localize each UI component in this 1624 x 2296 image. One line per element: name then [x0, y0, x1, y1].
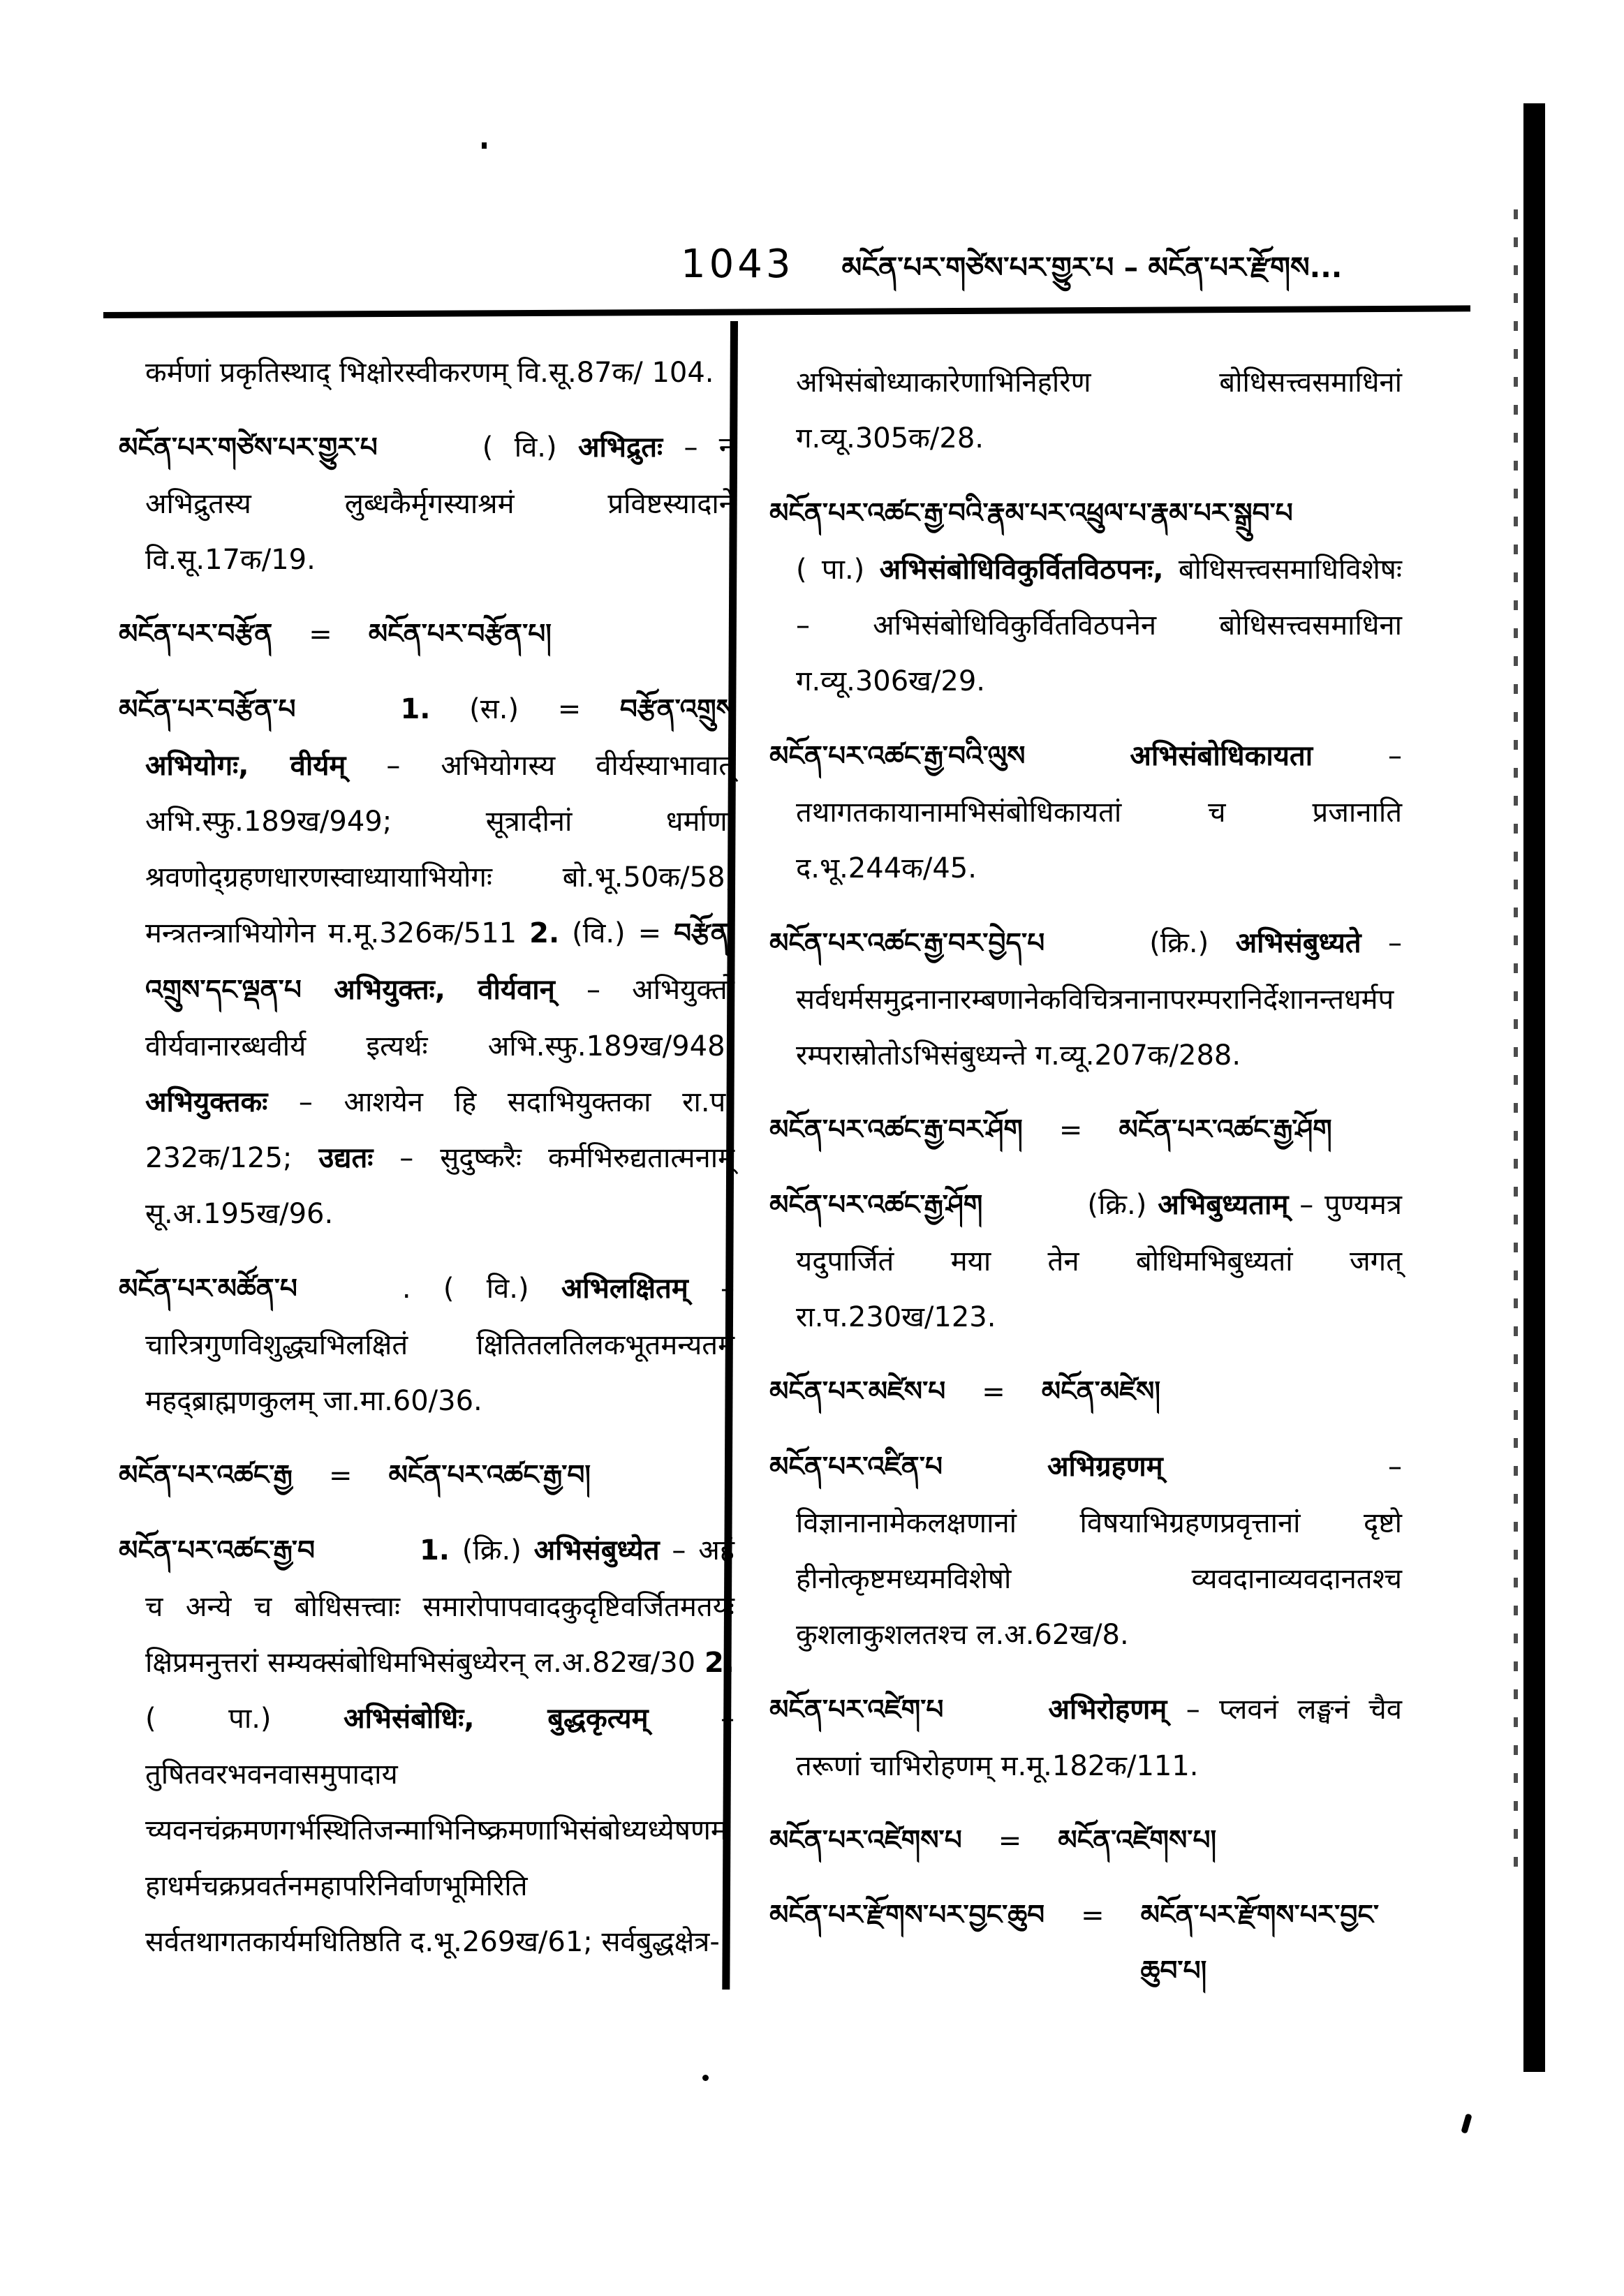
page-header: [681, 236, 1342, 316]
sense-number: 2.: [529, 917, 560, 949]
sanskrit-term: अभिसंबोधिः, बुद्धकृत्यम्: [344, 1703, 649, 1735]
tibetan-headword: མངོན་པར་བརྩོན་པ: [119, 694, 296, 725]
tibetan-headword: མངོན་པར་འཚང་རྒྱ་བར་བྱེད་པ: [769, 928, 1045, 959]
spacer: [1044, 951, 1149, 952]
sanskrit-term: अभिलक्षितम्: [561, 1273, 688, 1305]
grammar-tag: (स.): [430, 693, 558, 725]
definition-text: – तुषितवरभवनवासमुपादाय च्यवनचंक्रमणगर्भस्थितिजन्माभिनिष्क्रमणाभिसंबोध्यध्येषणमहाधर्मचक्रप्रवर्तनमहापरिनिर्वाणभूमिरिति सर्वतथागतकार्यमधितिष्ठति द.भू.269ख/61; सर्वबुद्धक्षेत्र-: [145, 1703, 735, 1958]
dictionary-entry: [769, 355, 1402, 466]
definition-text: =: [637, 917, 674, 949]
tibetan-equivalent: བརྩོན་འགྲུས: [619, 694, 735, 725]
dictionary-entry: [769, 1364, 1402, 1420]
equals-sign: =: [1058, 1114, 1083, 1146]
spacer: [943, 1718, 1048, 1719]
tibetan-equivalent: མངོན་འཛེགས་པ།: [1058, 1825, 1217, 1856]
dictionary-entry: [119, 607, 735, 662]
running-head: མངོན་པར་གཙེས་པར་གྱུར་པ – མངོན་པར་རྫོགས...: [841, 251, 1343, 284]
right-column: [769, 355, 1402, 2018]
spacer: [378, 456, 482, 457]
sanskrit-term: अभिसंबुध्येत: [533, 1534, 660, 1567]
definition-text: – अभियोगस्य वीर्यस्याभावात् अभि.स्फु.189ख/949; सूत्रादीनां धर्माणां श्रवणोद्ग्रहणधारणस्वाध्यायाभियोगः बो.भू.50क/58; मन्त्रतन्त्राभियोगेन म.मू.326क/511: [145, 750, 735, 949]
sanskrit-term: अभियुक्तः, वीर्यवान्: [301, 974, 555, 1006]
tibetan-headword: མངོན་པར་མཚོན་པ: [119, 1273, 297, 1305]
sanskrit-term: अभिबुध्यताम्: [1158, 1189, 1289, 1221]
grammar-tag: (क्रि.): [1149, 927, 1236, 959]
grammar-tag: ( वि.): [482, 431, 578, 464]
equals-sign: =: [328, 1460, 353, 1492]
definition-text: – न अभिद्रुतस्य लुब्धकैर्मृगस्याश्रमं प्रविष्टस्यादाने वि.सू.17क/19.: [145, 431, 735, 576]
definition-text: – प्लवनं लङ्घनं चैव तरूणां चाभिरोहणम् म.मू.182क/111.: [796, 1694, 1402, 1782]
definition-text: – चारित्रगुणविशुद्ध्यभिलक्षितं क्षितितलतिलकभूतमन्यतमं महद्ब्राह्मणकुलम् जा.मा.60/36.: [145, 1273, 735, 1417]
definition-text: बोधिसत्त्वसमाधिविशेषः – अभिसंबोधिविकुर्वितविठपनेन बोधिसत्त्वसमाधिना ग.व्यू.306ख/29.: [796, 554, 1402, 697]
definition-text: =: [557, 693, 620, 725]
dictionary-entry: [119, 420, 735, 588]
grammar-tag: (क्रि.): [450, 1534, 534, 1567]
grammar-tag: ( पा.): [796, 554, 880, 586]
tibetan-equivalent: བརྩོན་འགྲུས་དང་ལྡན་པ: [145, 918, 735, 1006]
grammar-tag: (क्रि.): [1087, 1189, 1158, 1221]
sanskrit-term: अभिद्रुतः: [577, 431, 663, 464]
definition-text: कर्मणां प्रकृतिस्थाद् भिक्षोरस्वीकरणम् वि.सू.87क/ 104.: [145, 357, 714, 389]
definition-text: – सर्वधर्मसमुद्रनानारम्बणानेकविचित्रनानापरम्परानिर्देशानन्तधर्मपरम्परास्रोतोऽभिसंबुध्यन्ते ग.व्यू.207क/288.: [796, 927, 1402, 1072]
sanskrit-term: अभिसंबोधिकायता: [1130, 740, 1313, 772]
dictionary-entry: [769, 728, 1402, 896]
spacer: [315, 1559, 420, 1560]
scan-speck: [702, 2075, 709, 2081]
dictionary-entry: [119, 1523, 735, 1970]
spacer: [982, 1213, 1087, 1214]
definition-text: – विज्ञानानामेकलक्षणानां विषयाभिग्रहणप्रवृत्तानां दृष्टो हीनोत्कृष्टमध्यमविशेषो व्यवदानाव्यवदानतश्च कुशलाकुशलतश्च ल.अ.62ख/8.: [796, 1451, 1402, 1651]
tibetan-headword: མངོན་པར་མཛེས་པ: [769, 1376, 946, 1407]
tibetan-headword: མངོན་པར་འཚང་རྒྱ་བར་ཤོག: [769, 1114, 1023, 1146]
definition-text: – सुदुष्करैः कर्मभिरुद्यतात्मनाम् सू.अ.195ख/96.: [145, 1142, 735, 1230]
tibetan-headword: མངོན་པར་འཚང་རྒྱ་བའི་རྣམ་པར་འཕྲུལ་པ་རྣམ་པར་སྒྲུབ་པ: [769, 498, 1293, 529]
sanskrit-term: अभिसंबुध्यते: [1235, 927, 1361, 959]
tibetan-headword: མངོན་པར་འཚང་རྒྱ་བ: [119, 1535, 315, 1567]
equals-sign: =: [309, 619, 332, 651]
definition-text: अभिसंबोध्याकारेणाभिनिर्हारेण बोधिसत्त्वसमाधिनां ग.व्यू.305क/28.: [796, 366, 1402, 454]
sanskrit-term: अभिसंबोधिविकुर्वितविठपनः,: [879, 554, 1164, 586]
dictionary-entry: [769, 1177, 1402, 1345]
tibetan-headword: མངོན་པར་འཛིན་པ: [769, 1451, 943, 1483]
grammar-tag: ( पा.): [145, 1703, 344, 1735]
dictionary-entry: [769, 915, 1402, 1083]
page-number: 1043: [681, 242, 795, 287]
dictionary-entry: [769, 1888, 1402, 1999]
scan-speck: [482, 142, 487, 149]
spacer: [297, 1297, 402, 1298]
tibetan-equivalent: མངོན་པར་བརྩོན་པ།: [368, 619, 552, 650]
tibetan-headword: མངོན་པར་གཙེས་པར་གྱུར་པ: [119, 432, 378, 464]
dictionary-entry: [119, 1261, 735, 1429]
equals-sign: =: [1081, 1899, 1105, 1932]
tibetan-equivalent: མངོན་པར་འཚང་རྒྱ་བ།: [388, 1460, 591, 1491]
dictionary-entry: [769, 485, 1402, 709]
tibetan-headword: མངོན་པར་འཛེག་པ: [769, 1694, 944, 1726]
left-column: [119, 345, 735, 1989]
tibetan-equivalent: མངོན་པར་རྫོགས་པར་བྱང་ཆུབ་པ།: [1140, 1899, 1380, 1987]
grammar-tag: (वि.): [559, 917, 638, 949]
tibetan-equivalent: མངོན་པར་འཚང་རྒྱ་ཤོག: [1119, 1114, 1332, 1146]
grammar-tag: . ( वि.): [401, 1273, 561, 1305]
sense-number: 1.: [419, 1534, 450, 1567]
scan-gutter-bar: [1523, 103, 1545, 2072]
dictionary-entry: [769, 1439, 1402, 1663]
definition-text: – तथागतकायानामभिसंबोधिकायतां च प्रजानाति द.भू.244क/45.: [796, 740, 1402, 884]
equals-sign: =: [982, 1376, 1005, 1408]
sanskrit-term: अभिरोहणम्: [1048, 1694, 1167, 1726]
definition-text: – आशयेन हि सदाभियुक्तका रा.प. 232क/125;: [145, 1086, 735, 1174]
definition-text: – पुण्यमत्र यदुपार्जितं मया तेन बोधिमभिबुध्यतां जगत् रा.प.230ख/123.: [796, 1189, 1402, 1333]
sanskrit-term: अभियोगः, वीर्यम्: [145, 750, 346, 782]
dictionary-entry: [769, 1682, 1402, 1794]
scan-gutter-fray: [1514, 209, 1518, 1885]
tibetan-headword: མངོན་པར་འཚང་རྒྱ་ཤོག: [769, 1190, 983, 1221]
tibetan-headword: མངོན་པར་འཚང་རྒྱ: [119, 1460, 293, 1491]
sanskrit-term: अभियुक्तकः: [145, 1086, 268, 1118]
definition-text: – अहं च अन्ये च बोधिसत्त्वाः समारोपापवादकुदृष्टिवर्जितमतयः क्षिप्रमनुत्तरां सम्यक्संबोधिमभिसंबुध्येरन् ल.अ.82ख/30: [145, 1534, 735, 1679]
spacer: [1025, 764, 1130, 765]
spacer: [943, 1475, 1047, 1476]
tibetan-headword: མངོན་པར་འཚང་རྒྱ་བའི་ལུས: [769, 741, 1026, 772]
definition-text: – अभियुक्तो वीर्यवानारब्धवीर्य इत्यर्थः अभि.स्फु.189ख/948;: [145, 974, 735, 1062]
sense-number: 2.: [704, 1647, 735, 1679]
dictionary-entry: [119, 345, 735, 401]
sanskrit-term: अभिग्रहणम्: [1047, 1451, 1163, 1483]
scan-speck: [1461, 2113, 1472, 2133]
tibetan-headword: མངོན་པར་བརྩོན: [119, 619, 273, 650]
sanskrit-term: उद्यतः: [318, 1142, 374, 1174]
dictionary-entry: [769, 1102, 1402, 1158]
equals-sign: =: [998, 1825, 1022, 1857]
sense-number: 1.: [400, 693, 431, 725]
dictionary-entry: [119, 1448, 735, 1504]
dictionary-entry: [769, 1813, 1402, 1869]
dictionary-entry: [119, 681, 735, 1242]
tibetan-headword: མངོན་པར་རྫོགས་པར་བྱང་ཆུབ: [769, 1899, 1045, 1931]
spacer: [1293, 521, 1398, 522]
tibetan-equivalent: མངོན་མཛེས།: [1041, 1376, 1161, 1407]
tibetan-headword: མངོན་པར་འཛེགས་པ: [769, 1825, 962, 1856]
